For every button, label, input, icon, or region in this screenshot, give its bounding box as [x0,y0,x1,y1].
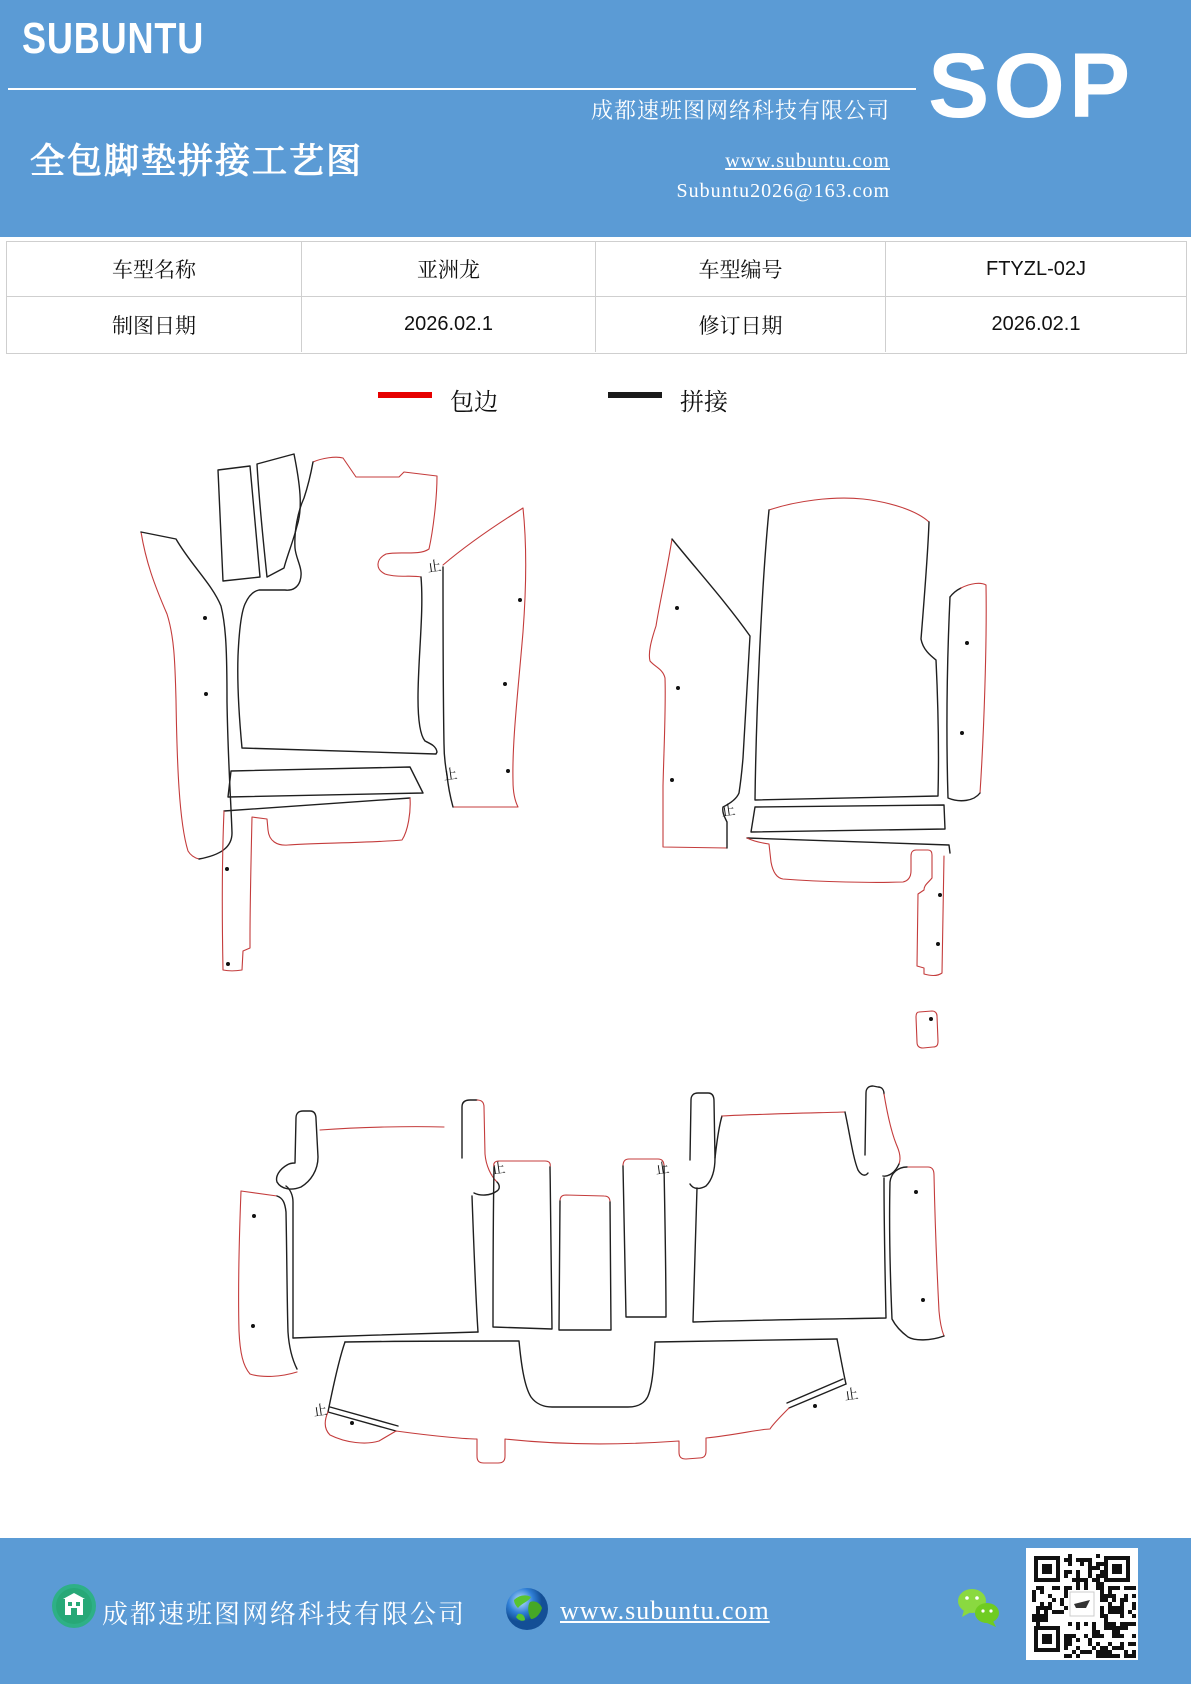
draw-date-value: 2026.02.1 [302,297,596,352]
wechat-icon [952,1584,1004,1632]
revise-date-label: 修订日期 [596,297,886,352]
legend-splice-label: 拼接 [680,390,728,416]
model-code-label: 车型编号 [596,242,886,297]
footer-company-name: 成都速班图网络科技有限公司 [102,1600,467,1629]
stop-mark: 止 [442,767,459,784]
model-code-value: FTYZL-02J [886,242,1186,297]
qr-code [1026,1548,1138,1660]
draw-date-label: 制图日期 [7,297,302,352]
stop-mark: 止 [720,803,737,820]
stop-mark: 止 [654,1161,671,1178]
stop-mark: 止 [843,1387,860,1404]
stop-mark: 止 [426,559,443,576]
page-title: 全包脚垫拼接工艺图 [30,142,364,181]
passenger-mat-diagram [649,498,986,975]
revise-date-value: 2026.02.1 [991,313,1081,335]
driver-mat-diagram [141,454,526,971]
brand-logo: SUBUNTU [22,14,205,63]
header-company-name: 成都速班图网络科技有限公司 [590,98,890,123]
globe-icon [504,1586,550,1632]
footer-website-link[interactable]: www.subuntu.com [560,1596,770,1625]
rear-mat-diagram [239,1011,944,1463]
header-email: Subuntu2026@163.com [676,180,890,202]
header-website-link[interactable]: www.subuntu.com [725,150,890,172]
company-building-icon [51,1583,97,1629]
stop-mark: 止 [312,1403,329,1420]
stop-mark: 止 [490,1161,507,1178]
model-name-value: 亚洲龙 [302,242,596,297]
model-name-label: 车型名称 [7,242,302,297]
sop-label: SOP [928,35,1135,137]
legend-edge-label: 包边 [450,390,498,416]
